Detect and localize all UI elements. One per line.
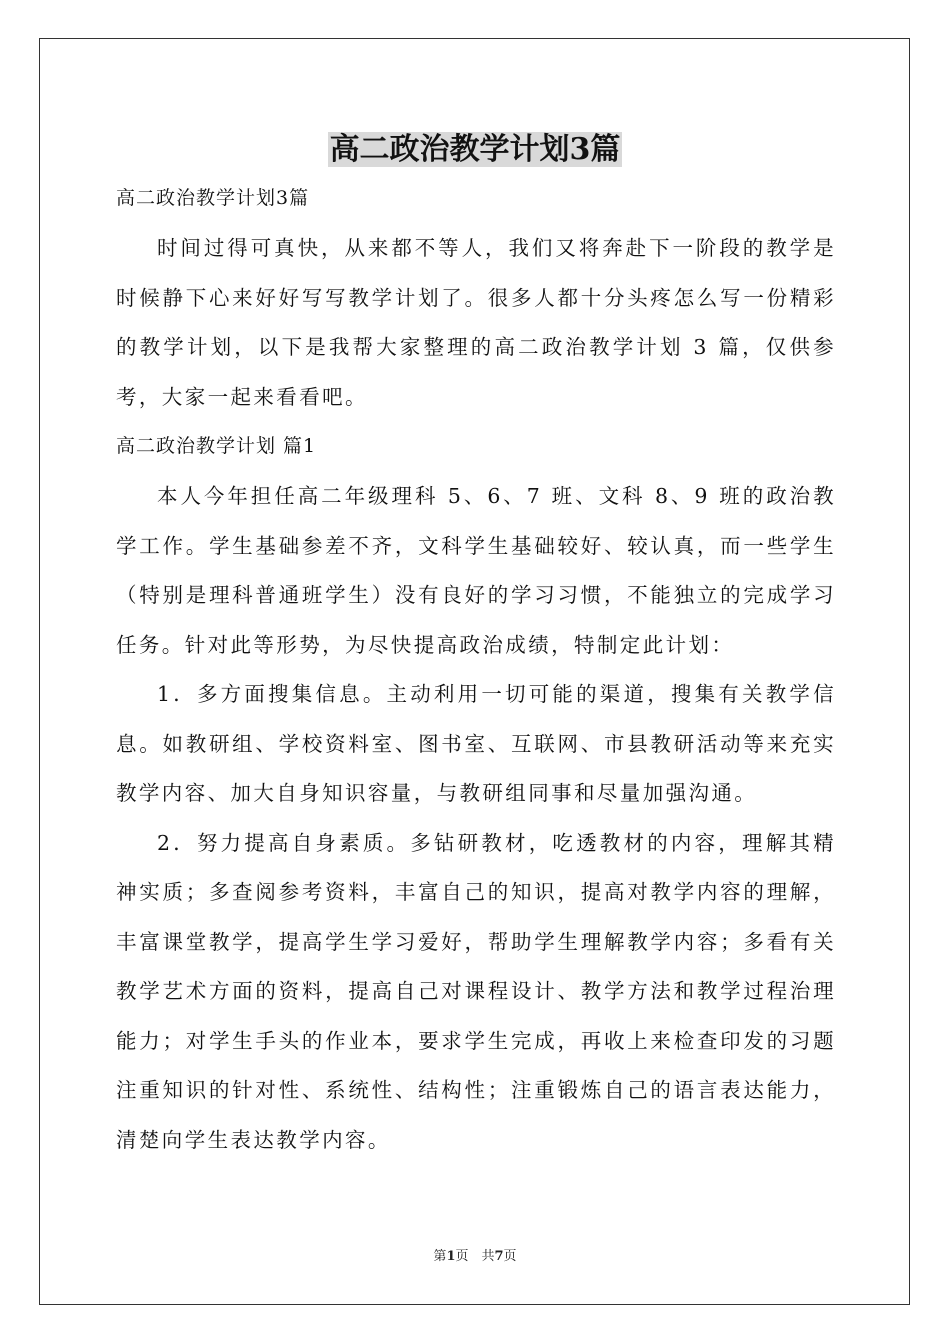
- section-heading: 高二政治教学计划 篇1: [116, 435, 317, 457]
- footer-suffix: 页: [503, 1249, 517, 1264]
- body-paragraph: 2．努力提高自身素质。多钻研教材，吃透教材的内容，理解其精神实质；多查阅参考资料，丰富自己的知识，提高对教学内容的理解，丰富课堂教学，提高学生学习爱好，帮助学生理解教学内容；多看有关教学艺术方面的资料，提高自己对课程设计、教学方法和教学过程治理能力；对学生手头的作业本，要求学生完成，再收上来检查印发的习题注重知识的针对性、系统性、结构性；注重锻炼自己的语言表达能力，清楚向学生表达教学内容。: [116, 830, 836, 1152]
- footer-mid: 页 共: [455, 1249, 495, 1264]
- document-body: [116, 178, 836, 1165]
- document-title-text: 高二政治教学计划3篇: [329, 132, 621, 167]
- document-subtitle: 高二政治教学计划3篇: [116, 187, 310, 209]
- document-title: [0, 124, 950, 176]
- footer-prefix: 第: [433, 1249, 447, 1264]
- footer-current-page: 1: [446, 1249, 456, 1264]
- page-footer: [0, 1248, 950, 1266]
- body-paragraph: 1．多方面搜集信息。主动利用一切可能的渠道，搜集有关教学信息。如教研组、学校资料室、图书室、互联网、市县教研活动等来充实教学内容、加大自身知识容量，与教研组同事和尽量加强沟通。: [116, 682, 836, 805]
- intro-paragraph: 时间过得可真快，从来都不等人，我们又将奔赴下一阶段的教学是时候静下心来好好写写教学计划了。很多人都十分头疼怎么写一份精彩的教学计划，以下是我帮大家整理的高二政治教学计划 3 篇，仅供参考，大家一起来看看吧。: [116, 236, 836, 409]
- footer-total-pages: 7: [494, 1249, 504, 1264]
- body-paragraph: 本人今年担任高二年级理科 5、6、7 班、文科 8、9 班的政治教学工作。学生基础参差不齐，文科学生基础较好、较认真，而一些学生（特别是理科普通班学生）没有良好的学习习惯，不能独立的完成学习任务。针对此等形势，为尽快提高政治成绩，特制定此计划：: [116, 484, 836, 657]
